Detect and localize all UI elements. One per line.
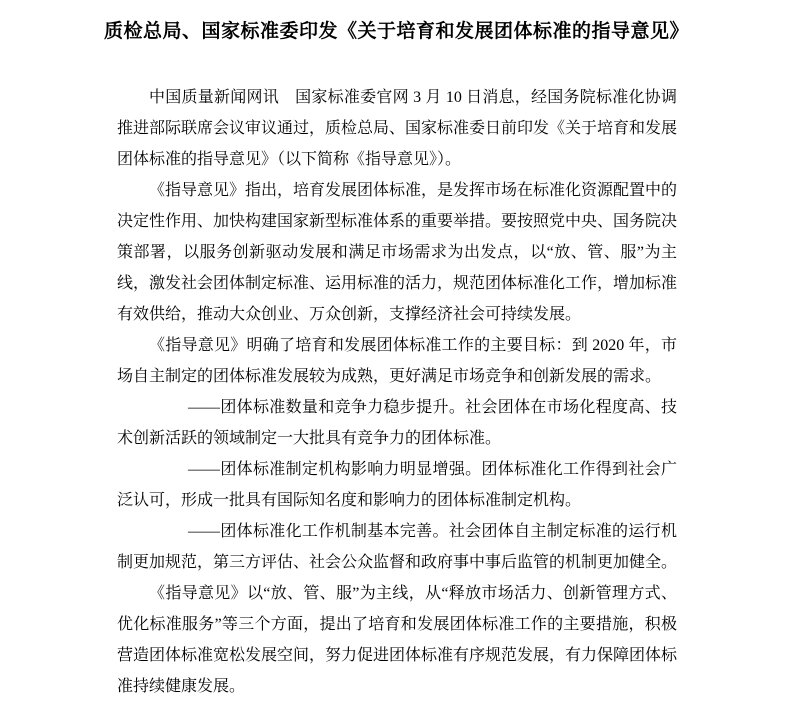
paragraph-goal-quantity: ——团体标准数量和竞争力稳步提升。社会团体在市场化程度高、技术创新活跃的领域制定一大批具有竞争力的团体标准。 (117, 399, 677, 447)
document-title: 质检总局、国家标准委印发《关于培育和发展团体标准的指导意见》 (103, 21, 689, 42)
paragraph-significance: 《指导意见》指出，培育发展团体标准，是发挥市场在标准化资源配置中的决定性作用、加快构建国家新型标准体系的重要举措。要按照党中央、国务院决策部署，以服务创新驱动发展和满足市场需求为出发点，以“放、管、服”为主线，激发社会团体制定标准、运用标准的活力，规范团体标准化工作，增加标准有效供给，推动大众创业、万众创新，支撑经济社会可持续发展。 (117, 182, 678, 323)
document-body (117, 82, 677, 702)
paragraph-measures: 《指导意见》以“放、管、服”为主线，从“释放市场活力、创新管理方式、优化标准服务”等三个方面，提出了培育和发展团体标准工作的主要措施，积极营造团体标准宽松发展空间，努力促进团体标准有序规范发展，有力保障团体标准持续健康发展。 (117, 585, 678, 695)
paragraph-goals: 《指导意见》明确了培育和发展团体标准工作的主要目标：到 2020 年，市场自主制定的团体标准发展较为成熟，更好满足市场竞争和创新发展的需求。 (117, 337, 677, 385)
paragraph-goal-mechanism: ——团体标准化工作机制基本完善。社会团体自主制定标准的运行机制更加规范，第三方评估、社会公众监督和政府事中事后监管的机制更加健全。 (117, 523, 678, 571)
paragraph-goal-influence: ——团体标准制定机构影响力明显增强。团体标准化工作得到社会广泛认可，形成一批具有国际知名度和影响力的团体标准制定机构。 (117, 461, 677, 509)
paragraph-intro: 中国质量新闻网讯 国家标准委官网 3 月 10 日消息，经国务院标准化协调推进部际联席会议审议通过，质检总局、国家标准委日前印发《关于培育和发展团体标准的指导意见》（以下简称《指导意见》）。 (117, 89, 678, 168)
